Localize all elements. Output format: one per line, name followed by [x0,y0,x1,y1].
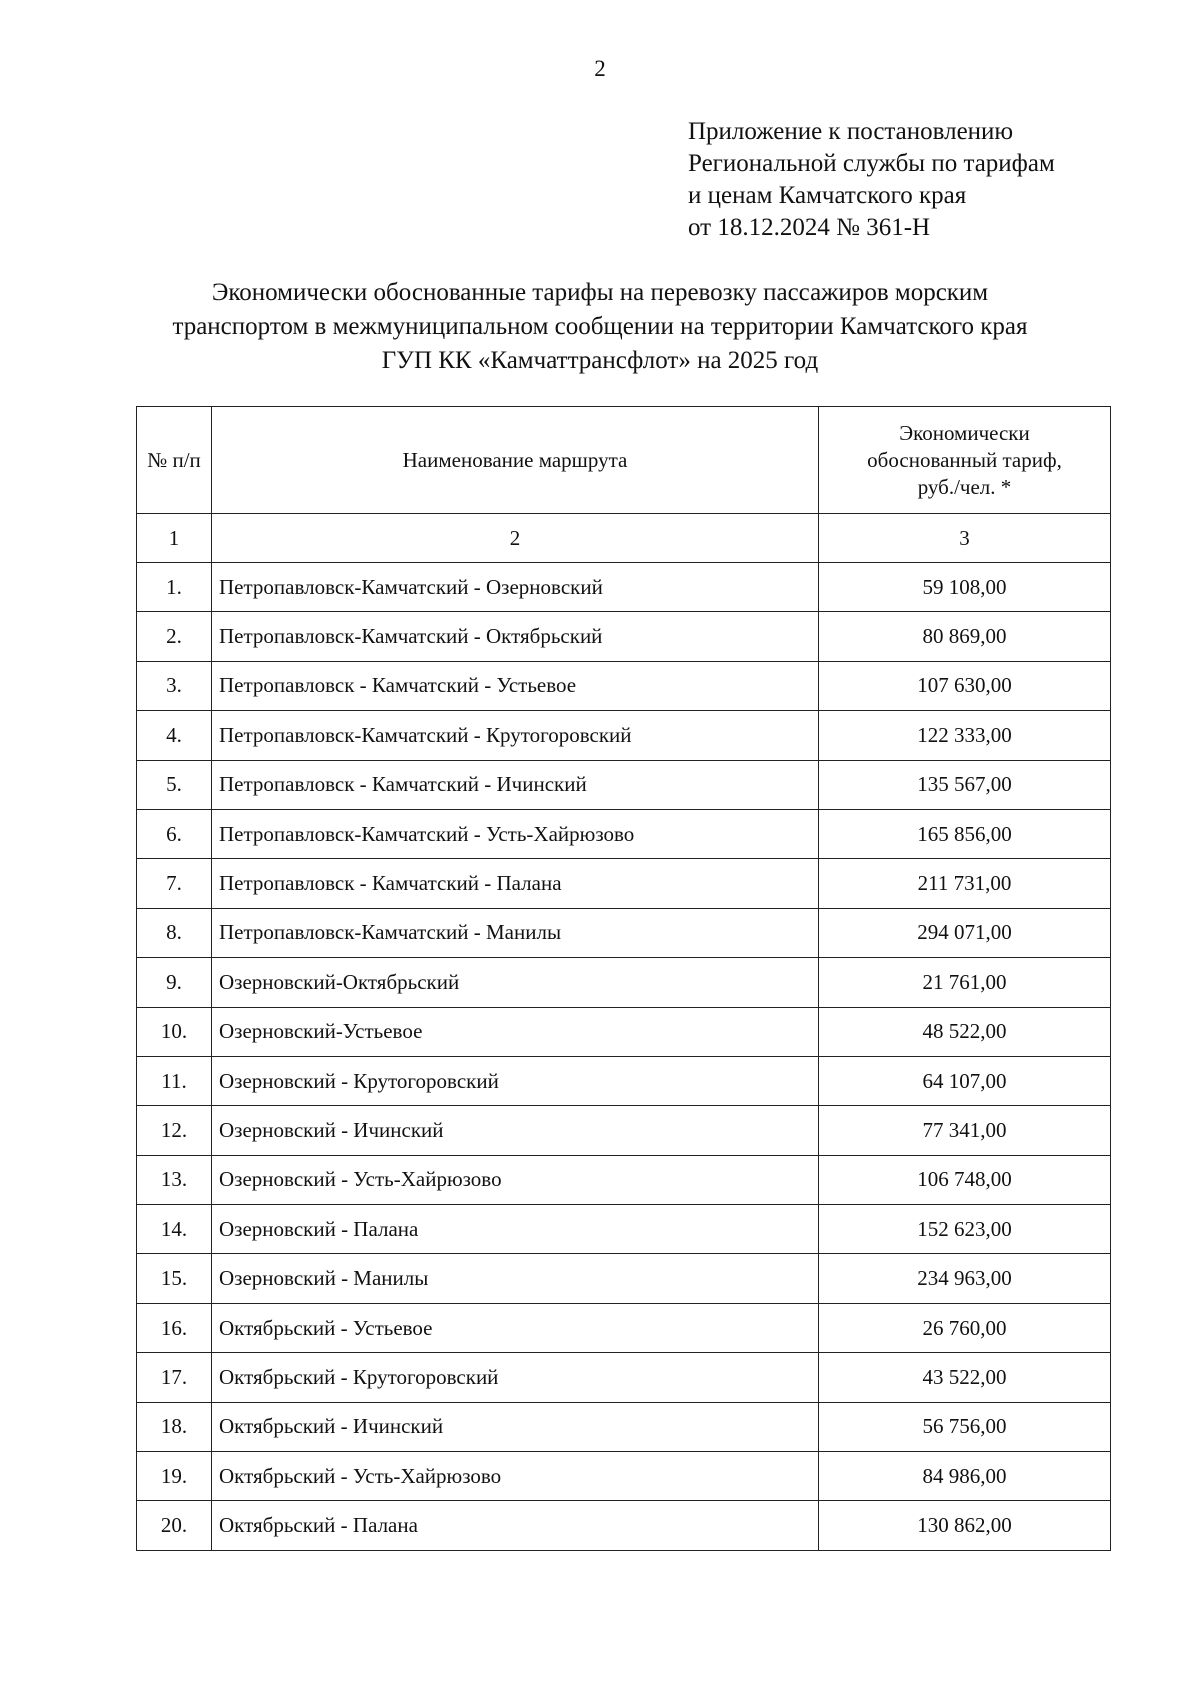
tariff-value: 64 107,00 [819,1056,1111,1105]
row-number: 19. [137,1452,212,1501]
row-number: 10. [137,1007,212,1056]
header-tariff-line: руб./чел. * [917,474,1012,499]
route-name: Петропавловск-Камчатский - Усть-Хайрюзово [212,809,819,858]
route-name: Петропавловск - Камчатский - Палана [212,859,819,908]
header-num: № п/п [137,407,212,514]
tariff-value: 48 522,00 [819,1007,1111,1056]
route-name: Петропавловск-Камчатский - Октябрьский [212,612,819,661]
appendix-reference [688,116,1188,244]
table-row [137,1106,1111,1155]
header-tariff-line: Экономически [899,420,1030,445]
table-row [137,1353,1111,1402]
row-number: 5. [137,760,212,809]
column-index-row [137,514,1111,563]
table-row [137,1501,1111,1550]
route-name: Октябрьский - Устьевое [212,1303,819,1352]
row-number: 13. [137,1155,212,1204]
page-number: 2 [594,56,606,81]
row-number: 7. [137,859,212,908]
row-number: 3. [137,661,212,710]
row-number: 8. [137,908,212,957]
column-index: 2 [212,514,819,563]
tariff-value: 77 341,00 [819,1106,1111,1155]
tariffs-table [136,406,1111,1551]
tariff-value: 84 986,00 [819,1452,1111,1501]
column-index: 1 [137,514,212,563]
tariff-value: 59 108,00 [819,563,1111,612]
route-name: Октябрьский - Крутогоровский [212,1353,819,1402]
route-name: Октябрьский - Палана [212,1501,819,1550]
route-name: Петропавловск - Камчатский - Устьевое [212,661,819,710]
route-name: Петропавловск-Камчатский - Манилы [212,908,819,957]
tariff-value: 43 522,00 [819,1353,1111,1402]
route-name: Октябрьский - Ичинский [212,1402,819,1451]
row-number: 11. [137,1056,212,1105]
table-row [137,1205,1111,1254]
tariff-value: 106 748,00 [819,1155,1111,1204]
table-row [137,711,1111,760]
row-number: 1. [137,563,212,612]
column-index: 3 [819,514,1111,563]
row-number: 16. [137,1303,212,1352]
tariff-value: 107 630,00 [819,661,1111,710]
route-name: Озерновский - Крутогоровский [212,1056,819,1105]
route-name: Озерновский - Усть-Хайрюзово [212,1155,819,1204]
table-row [137,760,1111,809]
header-route: Наименование маршрута [212,407,819,514]
table-row [137,612,1111,661]
appendix-line: Приложение к постановлению [688,118,1014,145]
appendix-line: Региональной службы по тарифам [688,150,1055,177]
tariff-value: 26 760,00 [819,1303,1111,1352]
tariff-value: 56 756,00 [819,1402,1111,1451]
document-title [0,276,1200,378]
header-tariff-line: обоснованный тариф, [867,447,1062,472]
row-number: 15. [137,1254,212,1303]
title-line: транспортом в межмуниципальном сообщении на территории Камчатского края [172,313,1028,340]
table-row [137,1452,1111,1501]
tariff-value: 130 862,00 [819,1501,1111,1550]
route-name: Петропавловск-Камчатский - Озерновский [212,563,819,612]
table-row [137,1155,1111,1204]
tariff-value: 294 071,00 [819,908,1111,957]
title-line: Экономически обоснованные тарифы на перевозку пассажиров морским [211,279,989,306]
table-row [137,661,1111,710]
table-row [137,908,1111,957]
row-number: 12. [137,1106,212,1155]
route-name: Петропавловск-Камчатский - Крутогоровский [212,711,819,760]
appendix-line: от 18.12.2024 № 361-Н [688,214,931,241]
tariff-value: 211 731,00 [819,859,1111,908]
row-number: 17. [137,1353,212,1402]
table-body [137,563,1111,1551]
row-number: 14. [137,1205,212,1254]
route-name: Озерновский - Ичинский [212,1106,819,1155]
route-name: Озерновский - Манилы [212,1254,819,1303]
title-line: ГУП КК «Камчаттрансфлот» на 2025 год [381,347,819,374]
row-number: 6. [137,809,212,858]
row-number: 9. [137,958,212,1007]
tariff-value: 165 856,00 [819,809,1111,858]
table-row [137,563,1111,612]
tariff-value: 80 869,00 [819,612,1111,661]
table-row [137,1303,1111,1352]
route-name: Октябрьский - Усть-Хайрюзово [212,1452,819,1501]
header-tariff [819,407,1111,514]
row-number: 20. [137,1501,212,1550]
table-row [137,859,1111,908]
row-number: 2. [137,612,212,661]
tariff-value: 21 761,00 [819,958,1111,1007]
table-row [137,1254,1111,1303]
table-row [137,1056,1111,1105]
table-header-row [137,407,1111,514]
row-number: 18. [137,1402,212,1451]
route-name: Петропавловск - Камчатский - Ичинский [212,760,819,809]
tariff-value: 152 623,00 [819,1205,1111,1254]
table-row [137,1402,1111,1451]
table-row [137,809,1111,858]
table-row [137,1007,1111,1056]
appendix-line: и ценам Камчатского края [688,182,967,209]
tariff-value: 135 567,00 [819,760,1111,809]
tariff-value: 122 333,00 [819,711,1111,760]
row-number: 4. [137,711,212,760]
table-row [137,958,1111,1007]
route-name: Озерновский-Октябрьский [212,958,819,1007]
route-name: Озерновский-Устьевое [212,1007,819,1056]
tariff-value: 234 963,00 [819,1254,1111,1303]
route-name: Озерновский - Палана [212,1205,819,1254]
